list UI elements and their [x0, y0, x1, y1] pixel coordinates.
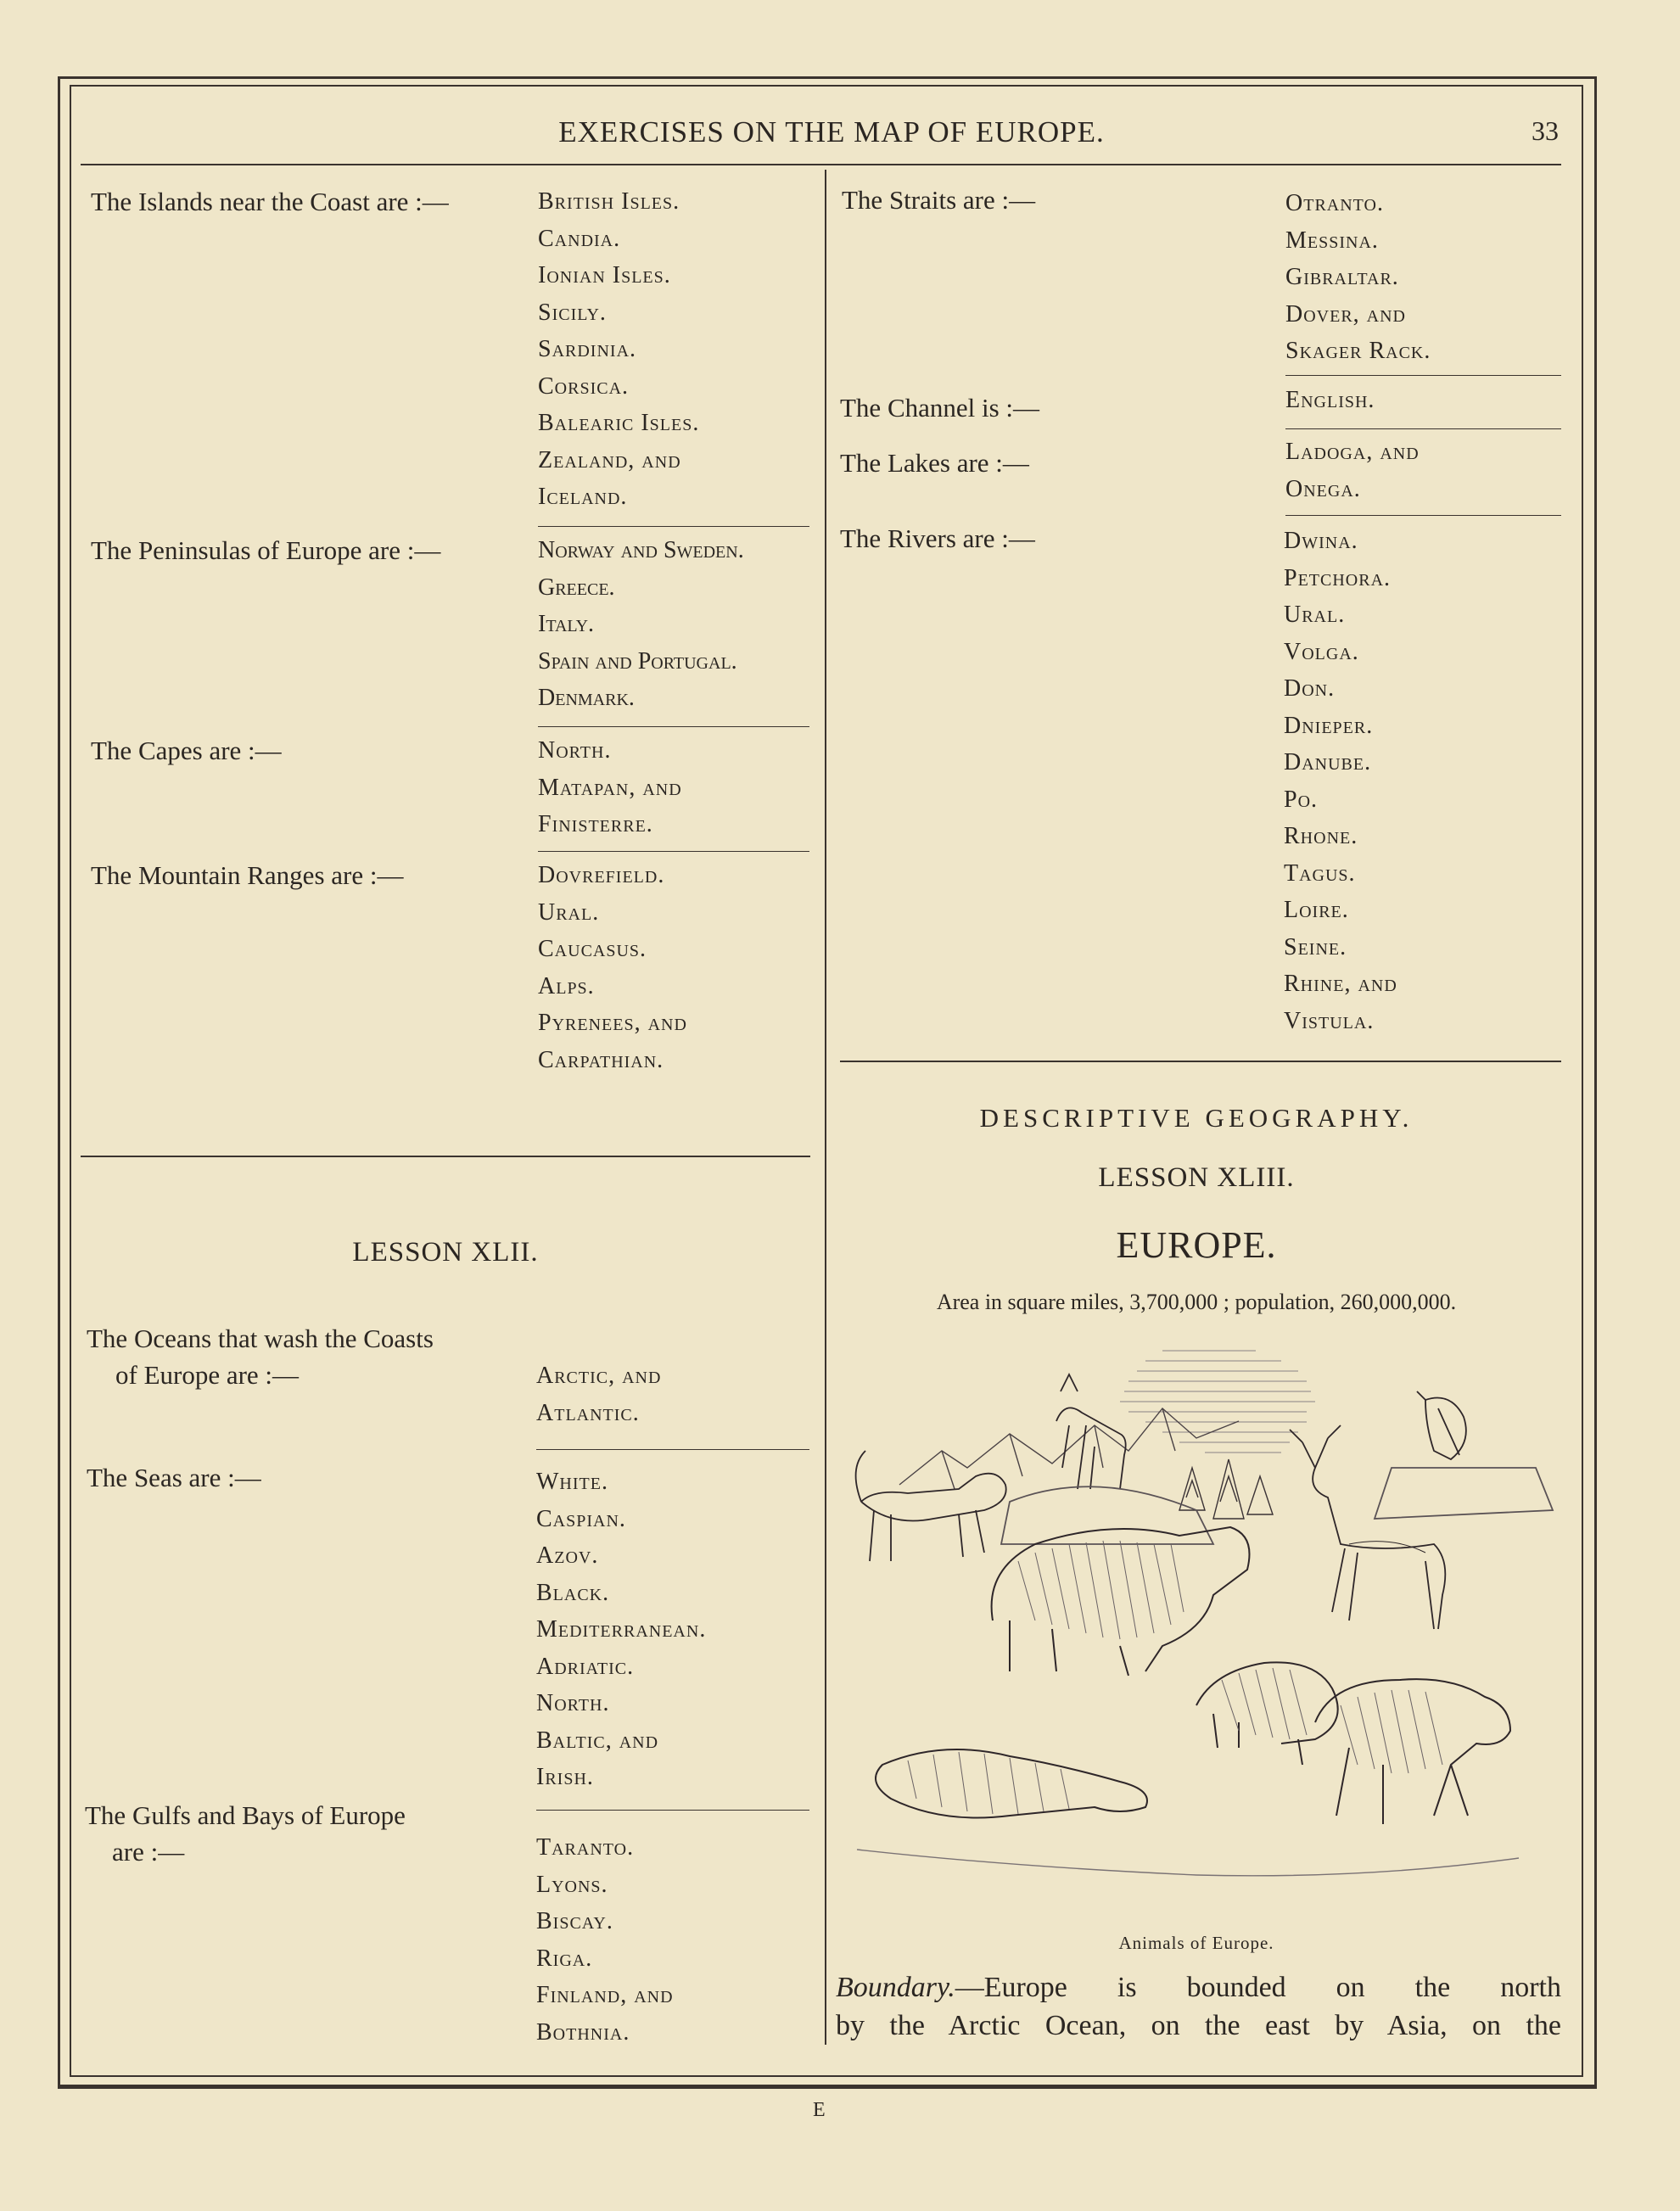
list-item: Candia.: [538, 225, 621, 252]
list-item: Ural.: [538, 898, 600, 926]
islands-list: [538, 183, 699, 516]
list-item: Corsica.: [538, 372, 630, 400]
list-item: Caucasus.: [538, 936, 647, 962]
descriptive-heading: DESCRIPTIVE GEOGRAPHY.: [979, 1103, 1414, 1133]
descriptive-divider-rule: [840, 1061, 1561, 1062]
dog: [856, 1451, 1006, 1561]
rivers-list: [1284, 523, 1397, 1039]
list-item: Dover, and: [1285, 300, 1406, 327]
list-item: Alps.: [538, 972, 595, 999]
list-item: Ural.: [1284, 602, 1346, 628]
list-item: Biscay.: [536, 1908, 613, 1934]
list-item: Tagus.: [1284, 859, 1356, 887]
section-rule: [536, 1449, 809, 1450]
gulfs-label-line1: The Gulfs and Bays of Europe: [85, 1800, 406, 1830]
section-rule: [538, 526, 809, 527]
list-item: Italy.: [538, 611, 595, 637]
list-item: Carpathian.: [538, 1046, 664, 1073]
boundary-line-2: by the Arctic Ocean, on the east by Asia, on the: [836, 2010, 1561, 2041]
boundary-label: Boundary.: [836, 1972, 955, 2003]
capes-list: [538, 732, 682, 843]
list-item: Don.: [1284, 675, 1336, 702]
list-item: Spain and Portugal.: [538, 647, 737, 674]
boundary-paragraph: [836, 1968, 1561, 2045]
lesson-divider-rule: [81, 1156, 810, 1157]
list-item: Bothnia.: [536, 2018, 630, 2046]
header-rule: [81, 164, 1561, 165]
gulfs-list: [536, 1829, 674, 2051]
lakes-list: [1285, 434, 1420, 507]
list-item: Rhone.: [1284, 823, 1358, 849]
list-item: Messina.: [1285, 227, 1379, 254]
area-population-line: Area in square miles, 3,700,000 ; population, 260,000,000.: [936, 1290, 1457, 1314]
list-item: Sardinia.: [538, 336, 637, 362]
list-item: Skager Rack.: [1285, 338, 1431, 364]
bear: [992, 1527, 1250, 1676]
column-divider: [825, 170, 826, 2045]
vulture: [1375, 1391, 1553, 1519]
lakes-label: The Lakes are :—: [840, 448, 1029, 478]
peninsulas-list: [538, 532, 744, 717]
sky-hatching: [1120, 1351, 1315, 1453]
list-item: Pyrenees, and: [538, 1010, 687, 1036]
list-item: Po.: [1284, 786, 1319, 813]
list-item: Adriatic.: [536, 1653, 635, 1680]
boundary-line-1: [836, 1968, 1561, 2007]
section-rule: [538, 726, 809, 727]
list-item: White.: [536, 1469, 608, 1495]
animals-of-europe-illustration: [840, 1341, 1570, 1934]
list-item: Zealand, and: [538, 446, 681, 473]
page-frame-bottom-rule: [58, 2087, 1597, 2089]
illustration-caption: Animals of Europe.: [1118, 1933, 1274, 1953]
section-rule: [1285, 375, 1561, 376]
islands-label: The Islands near the Coast are :—: [91, 187, 449, 216]
section-rule: [536, 1810, 809, 1811]
list-item: Ionian Isles.: [538, 262, 671, 288]
list-item: Iceland.: [538, 484, 628, 510]
section-rule: [538, 851, 809, 852]
list-item: Greece.: [538, 574, 615, 601]
list-item: Caspian.: [536, 1505, 626, 1532]
list-item: Otranto.: [1285, 190, 1384, 216]
list-item: Ladoga, and: [1285, 439, 1420, 465]
page-signature: E: [813, 2099, 826, 2121]
list-item: English.: [1285, 387, 1375, 413]
capes-label: The Capes are :—: [91, 736, 282, 765]
page-number: 33: [1532, 115, 1559, 146]
ground: [857, 1850, 1519, 1876]
seas-label: The Seas are :—: [87, 1463, 261, 1492]
oceans-list: [536, 1357, 661, 1431]
list-item: Gibraltar.: [1285, 264, 1399, 290]
chamois: [1001, 1374, 1213, 1544]
mountains-label: The Mountain Ranges are :—: [91, 860, 404, 890]
wolf: [1315, 1679, 1510, 1824]
straits-label: The Straits are :—: [842, 185, 1036, 215]
list-item: Arctic, and: [536, 1363, 662, 1389]
list-item: Lyons.: [536, 1871, 608, 1898]
lying-wolf: [876, 1749, 1147, 1818]
list-item: Volga.: [1284, 638, 1359, 665]
list-item: Irish.: [536, 1764, 594, 1790]
channel-list: [1285, 382, 1375, 419]
rivers-label: The Rivers are :—: [840, 523, 1035, 553]
list-item: Loire.: [1284, 897, 1349, 923]
list-item: Rhine, and: [1284, 971, 1397, 997]
list-item: Vistula.: [1284, 1007, 1375, 1034]
deer: [1290, 1425, 1445, 1629]
list-item: Danube.: [1284, 749, 1372, 775]
section-rule: [1285, 515, 1561, 516]
list-item: Petchora.: [1284, 564, 1392, 591]
europe-title: EUROPE.: [1116, 1224, 1277, 1266]
list-item: Finland, and: [536, 1982, 674, 2008]
straits-list: [1285, 185, 1431, 370]
lesson-42-title: LESSON XLII.: [352, 1237, 539, 1268]
list-item: Mediterranean.: [536, 1616, 707, 1643]
oceans-label-line1: The Oceans that wash the Coasts: [87, 1324, 434, 1353]
oceans-label-line2: of Europe are :—: [115, 1360, 300, 1390]
boar: [1196, 1662, 1338, 1765]
list-item: North.: [536, 1690, 610, 1716]
list-item: Balearic Isles.: [538, 410, 700, 436]
list-item: Taranto.: [536, 1834, 635, 1861]
list-item: Seine.: [1284, 933, 1347, 960]
list-item: British Isles.: [538, 188, 680, 215]
mountains-list: [538, 857, 687, 1078]
mountain-ridge: [899, 1408, 1239, 1485]
list-item: Black.: [536, 1579, 610, 1606]
section-rule: [1285, 428, 1561, 429]
list-item: Sicily.: [538, 299, 607, 326]
list-item: North.: [538, 737, 612, 764]
channel-label: The Channel is :—: [840, 393, 1040, 423]
gulfs-label-line2: are :—: [112, 1837, 185, 1867]
list-item: Atlantic.: [536, 1399, 640, 1426]
seas-list: [536, 1464, 706, 1796]
list-item: Dnieper.: [1284, 712, 1374, 739]
list-item: Dwina.: [1284, 528, 1358, 554]
list-item: Matapan, and: [538, 774, 682, 801]
lesson-43-title: LESSON XLIII.: [1098, 1162, 1295, 1193]
list-item: Baltic, and: [536, 1727, 659, 1754]
list-item: Azov.: [536, 1542, 599, 1569]
peninsulas-label: The Peninsulas of Europe are :—: [91, 535, 441, 565]
list-item: Finisterre.: [538, 811, 653, 837]
boundary-line1-text: —Europe is bounded on the north: [955, 1972, 1561, 2003]
list-item: Norway and Sweden.: [538, 537, 744, 563]
list-item: Riga.: [536, 1945, 593, 1972]
list-item: Dovrefield.: [538, 862, 665, 888]
list-item: Onega.: [1285, 475, 1361, 502]
page-header-title: EXERCISES ON THE MAP OF EUROPE.: [558, 115, 1105, 148]
list-item: Denmark.: [538, 685, 635, 711]
